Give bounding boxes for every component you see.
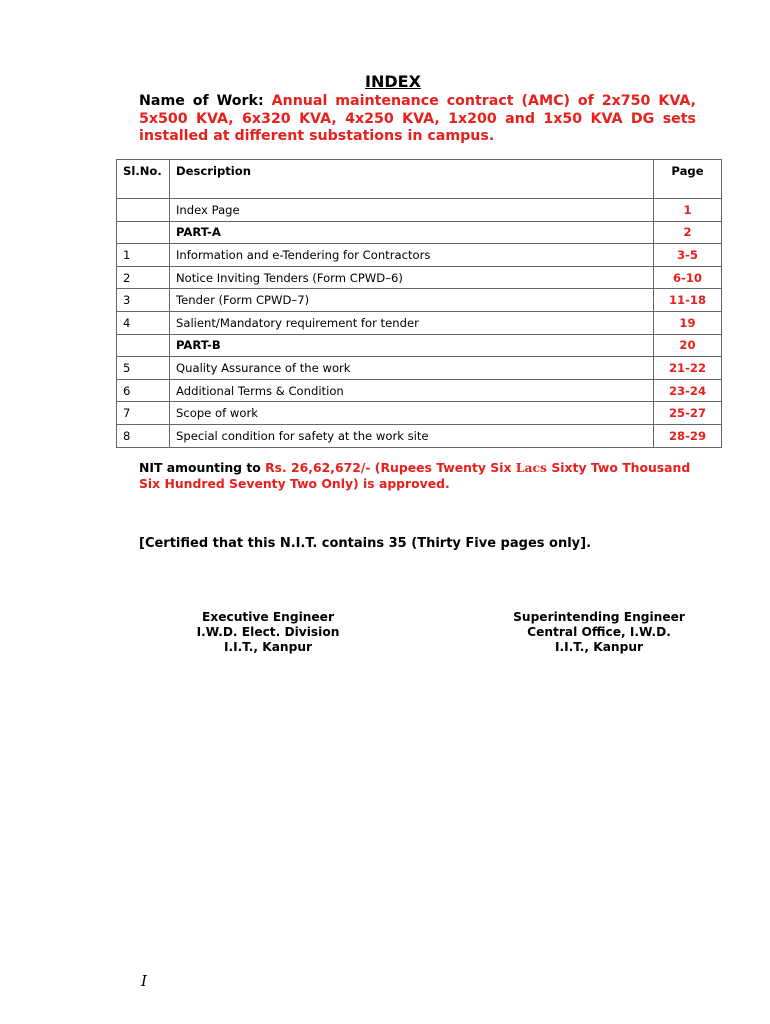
row-description: Salient/Mandatory requirement for tender [170, 311, 654, 334]
row-page: 28-29 [654, 424, 722, 447]
row-sl: 8 [117, 424, 170, 447]
signature-title: Executive Engineer [202, 610, 334, 624]
row-sl: 3 [117, 289, 170, 312]
index-table [116, 159, 722, 448]
row-page: 23-24 [654, 379, 722, 402]
nit-prefix: NIT amounting to [139, 460, 261, 475]
row-sl: 7 [117, 402, 170, 425]
row-description: Scope of work [170, 402, 654, 425]
row-sl: 4 [117, 311, 170, 334]
index-title: INDEX [365, 72, 421, 91]
nit-lacs: Lacs [515, 460, 548, 475]
table-row [117, 289, 722, 312]
row-sl [117, 221, 170, 244]
row-description: Special condition for safety at the work site [170, 424, 654, 447]
row-description: Notice Inviting Tenders (Form CPWD–6) [170, 266, 654, 289]
signature-division: I.W.D. Elect. Division [196, 625, 340, 639]
row-page: 3-5 [654, 244, 722, 267]
nit-amount-a: Rs. 26,62,672/- (Rupees Twenty Six [265, 460, 512, 475]
row-description: PART-B [170, 334, 654, 357]
row-page: 2 [654, 221, 722, 244]
signature-executive-engineer [168, 610, 368, 655]
row-description: PART-A [170, 221, 654, 244]
header-description: Description [170, 160, 654, 199]
row-description: Additional Terms & Condition [170, 379, 654, 402]
row-page: 25-27 [654, 402, 722, 425]
table-row [117, 266, 722, 289]
table-row [117, 199, 722, 222]
row-description: Quality Assurance of the work [170, 357, 654, 380]
table-row [117, 379, 722, 402]
certified-statement: [Certified that this N.I.T. contains 35 (Thirty Five pages only]. [139, 536, 592, 551]
row-sl: 2 [117, 266, 170, 289]
row-sl [117, 334, 170, 357]
signature-title: Superintending Engineer [513, 610, 685, 624]
row-description: Index Page [170, 199, 654, 222]
page-number: I [141, 972, 147, 990]
header-sl-no: Sl.No. [117, 160, 170, 199]
row-page: 19 [654, 311, 722, 334]
signature-office: Central Office, I.W.D. [527, 625, 671, 639]
table-row [117, 402, 722, 425]
row-sl: 1 [117, 244, 170, 267]
row-description: Information and e-Tendering for Contractors [170, 244, 654, 267]
table-row [117, 424, 722, 447]
row-page: 1 [654, 199, 722, 222]
table-row [117, 311, 722, 334]
row-description: Tender (Form CPWD–7) [170, 289, 654, 312]
row-page: 21-22 [654, 357, 722, 380]
row-page: 6-10 [654, 266, 722, 289]
row-sl [117, 199, 170, 222]
name-of-work-label: Name of Work: [139, 93, 264, 109]
nit-amount-b: Sixty Two Thousand Six Hundred Seventy Two Only) is approved. [139, 460, 691, 491]
name-of-work-text: Annual maintenance contract (AMC) of 2x750 KVA, 5x500 KVA, 6x320 KVA, 4x250 KVA, 1x200 and 1x50 KVA DG sets installed at different substations in campus. [139, 93, 696, 144]
signature-institute: I.I.T., Kanpur [223, 640, 313, 654]
name-of-work [139, 93, 696, 146]
table-row [117, 357, 722, 380]
table-header-row [117, 160, 722, 199]
row-page: 11-18 [654, 289, 722, 312]
table-row [117, 221, 722, 244]
row-page: 20 [654, 334, 722, 357]
signature-superintending-engineer [496, 610, 702, 655]
row-sl: 5 [117, 357, 170, 380]
nit-approval [139, 460, 709, 492]
table-row [117, 334, 722, 357]
table-row [117, 244, 722, 267]
signature-institute: I.I.T., Kanpur [554, 640, 644, 654]
header-page: Page [654, 160, 722, 199]
row-sl: 6 [117, 379, 170, 402]
